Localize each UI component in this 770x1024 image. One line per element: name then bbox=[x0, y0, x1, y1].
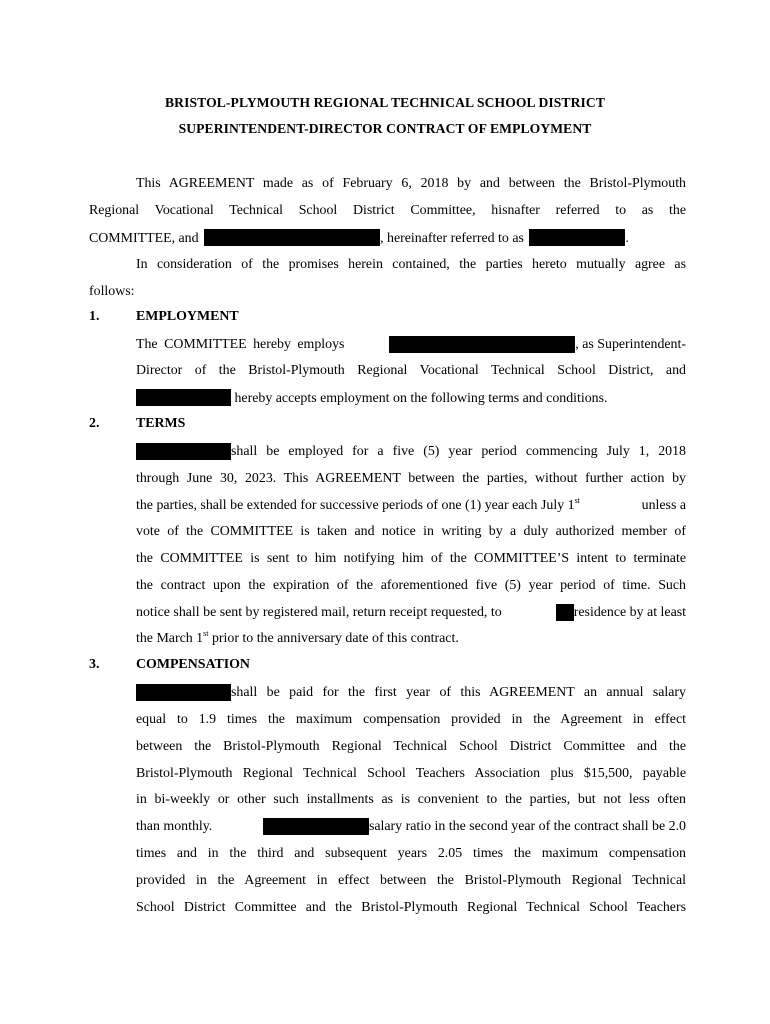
section-3-line-8: provided in the Agreement in effect between the Bristol-Plymouth Regional Technical bbox=[136, 873, 686, 888]
consideration-line-1: In consideration of the promises herein contained, the parties hereto mutually agree as bbox=[136, 257, 686, 272]
section-3-line-9: School District Committee and the Bristol-Plymouth Regional Technical School Teachers bbox=[136, 900, 686, 915]
section-1-number: 1. bbox=[89, 309, 100, 324]
section-1-line-3 bbox=[136, 389, 608, 408]
section-2-number: 2. bbox=[89, 416, 100, 431]
section-3-line-1 bbox=[136, 684, 686, 702]
section-2-line-7-end: residence by at least bbox=[573, 605, 686, 620]
section-3-line-4: Bristol-Plymouth Regional Technical School Teachers Association plus $15,500, payable bbox=[136, 766, 686, 781]
redaction-block bbox=[204, 229, 380, 246]
section-2-line-2: through June 30, 2023. This AGREEMENT between the parties, without further action by bbox=[136, 471, 686, 486]
section-2-line-3 bbox=[136, 497, 686, 515]
section-2-line-1-text: shall be employed for a five (5) year period commencing July 1, 2018 bbox=[231, 444, 686, 459]
section-3-line-5: in bi-weekly or other such installments as is convenient to the parties, but not less often bbox=[136, 792, 686, 807]
intro-line-2: Regional Vocational Technical School District Committee, hisnafter referred to as the bbox=[89, 203, 686, 218]
redaction-block bbox=[136, 389, 231, 406]
section-3-number: 3. bbox=[89, 657, 100, 672]
section-2-line-8-end: prior to the anniversary date of this contract. bbox=[208, 631, 459, 646]
section-1-line-1-end: , as Superintendent- bbox=[575, 337, 686, 352]
section-2-line-1 bbox=[136, 443, 686, 461]
section-2-line-7 bbox=[136, 604, 686, 622]
section-2-line-4: vote of the COMMITTEE is taken and notice in writing by a duly authorized member of bbox=[136, 524, 686, 539]
document-title-line-1: BRISTOL-PLYMOUTH REGIONAL TECHNICAL SCHOOL DISTRICT bbox=[165, 95, 605, 110]
section-3-heading: COMPENSATION bbox=[136, 657, 250, 672]
section-2-line-3-end: unless a bbox=[641, 498, 686, 513]
intro-line-3-end: . bbox=[625, 231, 629, 246]
intro-line-1: This AGREEMENT made as of February 6, 2018 by and between the Bristol-Plymouth bbox=[136, 176, 686, 191]
section-2-line-7-rest bbox=[556, 604, 686, 622]
section-2-line-8-start: the March 1 bbox=[136, 631, 204, 646]
redaction-block bbox=[529, 229, 625, 246]
section-1-line-1-start: The COMMITTEE hereby employs bbox=[136, 337, 345, 352]
redaction-block bbox=[389, 336, 575, 353]
section-3-line-6-start: than monthly. bbox=[136, 819, 213, 834]
intro-line-3-start: COMMITTEE, and bbox=[89, 231, 199, 246]
intro-line-3 bbox=[89, 229, 629, 248]
redaction-block bbox=[263, 818, 369, 835]
section-1-line-1-rest bbox=[389, 336, 686, 354]
section-3-line-7: times and in the third and subsequent years 2.05 times the maximum compensation bbox=[136, 846, 686, 861]
section-2-line-5: the COMMITTEE is sent to him notifying him of the COMMITTEE’S intent to terminate bbox=[136, 551, 686, 566]
section-2-line-6: the contract upon the expiration of the aforementioned five (5) year period of time. Such bbox=[136, 578, 686, 593]
section-3-line-3: between the Bristol-Plymouth Regional Technical School District Committee and the bbox=[136, 739, 686, 754]
ordinal-suffix: st bbox=[574, 496, 580, 505]
section-1-heading: EMPLOYMENT bbox=[136, 309, 239, 324]
document-title-line-2: SUPERINTENDENT-DIRECTOR CONTRACT OF EMPLOYMENT bbox=[178, 121, 592, 136]
ordinal-suffix: st bbox=[203, 629, 209, 638]
section-1-line-3-text: hereby accepts employment on the following terms and conditions. bbox=[231, 391, 608, 406]
section-3-line-1-text: shall be paid for the first year of this AGREEMENT an annual salary bbox=[231, 685, 686, 700]
section-2-line-3-start bbox=[136, 497, 580, 515]
section-1-line-1 bbox=[136, 336, 686, 354]
section-2-line-8 bbox=[136, 630, 459, 648]
section-1-line-2: Director of the Bristol-Plymouth Regional Vocational Technical School District, and bbox=[136, 363, 686, 378]
consideration-line-2: follows: bbox=[89, 284, 135, 299]
section-3-line-6-end: salary ratio in the second year of the contract shall be 2.0 bbox=[368, 819, 686, 834]
intro-line-3-mid: , hereinafter referred to as bbox=[380, 231, 524, 246]
section-3-line-2: equal to 1.9 times the maximum compensation provided in the Agreement in effect bbox=[136, 712, 686, 727]
section-2-line-3-text: the parties, shall be extended for successive periods of one (1) year each July 1 bbox=[136, 498, 575, 513]
redaction-block bbox=[136, 684, 231, 701]
section-3-line-6 bbox=[136, 818, 686, 836]
redaction-block bbox=[136, 443, 231, 460]
section-2-line-7-start: notice shall be sent by registered mail, return receipt requested, to bbox=[136, 605, 502, 620]
section-3-line-6-rest bbox=[263, 818, 686, 836]
section-2-heading: TERMS bbox=[136, 416, 186, 431]
redaction-block bbox=[556, 604, 574, 621]
